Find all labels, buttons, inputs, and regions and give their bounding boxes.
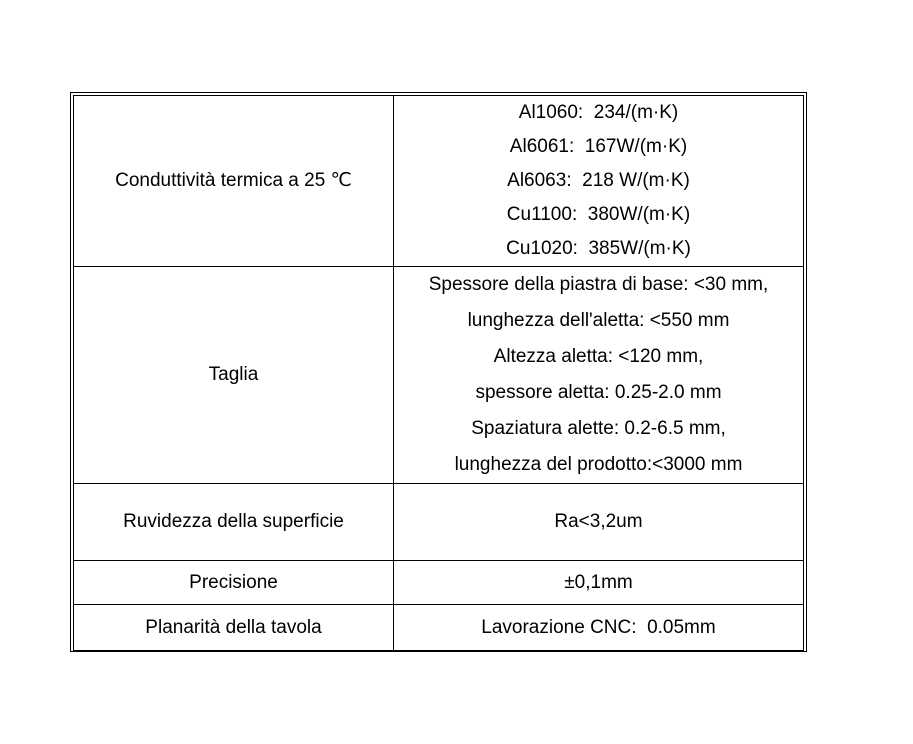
row-value-planarita: [394, 605, 804, 651]
row-value-precisione: [394, 561, 804, 605]
row-value-conduttivita: [394, 96, 804, 267]
row-label-precisione: Precisione: [74, 561, 394, 605]
value-line: Cu1020: 385W/(m·K): [506, 238, 691, 259]
value-line: lunghezza dell'aletta: <550 mm: [467, 310, 730, 331]
table-row-conduttivita: [74, 96, 804, 267]
table-row-precisione: [74, 561, 804, 605]
value-line: Cu1100: 380W/(m·K): [506, 204, 691, 225]
value-line: Al1060: 234/(m·K): [518, 102, 679, 123]
row-value-ruvidezza: [394, 484, 804, 561]
value-line: ±0,1mm: [564, 571, 633, 593]
table-row-ruvidezza: [74, 484, 804, 561]
spec-table-grid: [73, 95, 804, 651]
value-line: Lavorazione CNC: 0.05mm: [481, 616, 716, 638]
row-value-taglia: [394, 267, 804, 484]
row-label-conduttivita: Conduttività termica a 25 ℃: [74, 96, 394, 267]
value-line: spessore aletta: 0.25-2.0 mm: [475, 382, 722, 403]
table-row-taglia: [74, 267, 804, 484]
value-line: Altezza aletta: <120 mm,: [493, 346, 704, 367]
spec-table: [70, 92, 807, 652]
row-label-taglia: Taglia: [74, 267, 394, 484]
value-line: lunghezza del prodotto:<3000 mm: [454, 454, 743, 475]
value-line: Spessore della piastra di base: <30 mm,: [428, 274, 769, 295]
table-row-planarita: [74, 605, 804, 651]
value-line: Al6063: 218 W/(m·K): [507, 170, 690, 191]
row-label-planarita: Planarità della tavola: [74, 605, 394, 651]
value-line: Spaziatura alette: 0.2-6.5 mm,: [471, 418, 726, 439]
row-label-ruvidezza: Ruvidezza della superficie: [74, 484, 394, 561]
value-line: Al6061: 167W/(m·K): [509, 136, 688, 157]
value-line: Ra<3,2um: [554, 511, 643, 532]
